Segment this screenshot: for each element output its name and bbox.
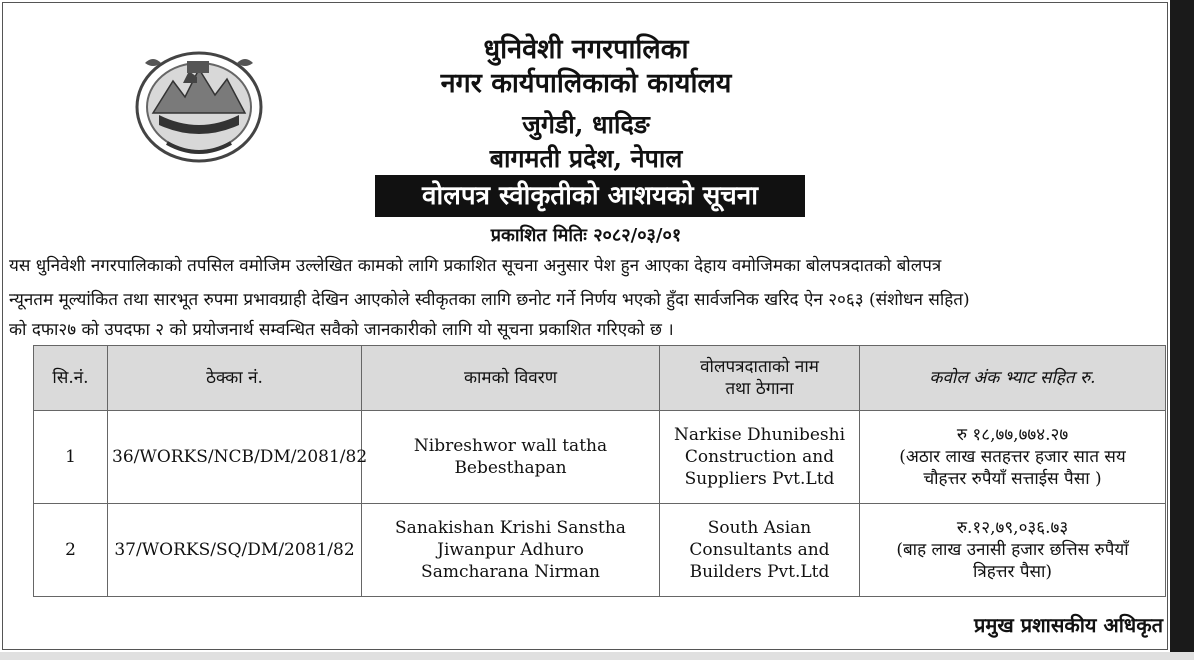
- header-bidder-line: वोलपत्रदाताको नाम: [700, 357, 819, 377]
- office-location: जुगेडी, धादिङ: [522, 110, 650, 139]
- table-row: [34, 411, 1166, 504]
- notice-paragraph-line: यस धुनिवेशी नगरपालिकाको तपसिल वमोजिम उल्लेखित कामको लागि प्रकाशित सूचना अनुसार पेश हुन आएका देहाय वमोजिमका बोलपत्रदातको बोलपत्र: [9, 256, 942, 276]
- table-row: [34, 504, 1166, 597]
- bidder-line: South Asian: [707, 518, 812, 538]
- header-amount: कवोल अंक भ्याट सहित रु.: [860, 346, 1166, 411]
- work-line: Samcharana Nirman: [421, 562, 600, 582]
- cell-contract: 36/WORKS/NCB/DM/2081/82: [108, 411, 362, 504]
- cell-bidder: [660, 504, 860, 597]
- province-country: बागमती प्रदेश, नेपाल: [489, 144, 683, 173]
- bidder-line: Construction and: [684, 447, 835, 467]
- notice-paragraph-line: को दफा२७ को उपदफा २ को प्रयोजनार्थ सम्वन्धित सवैको जानकारीको लागि यो सूचना प्रकाशित गरिएको छ ।: [9, 320, 674, 340]
- header-contract: ठेक्का नं.: [108, 346, 362, 411]
- bidder-line: Suppliers Pvt.Ltd: [684, 469, 835, 489]
- cell-amount: [860, 504, 1166, 597]
- amount-line: रु १८,७७,७७४.२७: [956, 425, 1069, 445]
- amount-line: त्रिहत्तर पैसा): [972, 562, 1053, 582]
- notice-paragraph-line: न्यूनतम मूल्यांकित तथा सारभूत रुपमा प्रभावग्राही देखिन आएकोले स्वीकृतका लागि छनोट गर्ने निर्णय भएको हुँदा सार्वजनिक खरिद ऐन २०६३ (संशोधन सहित): [9, 290, 970, 310]
- municipality-name: धुनिवेशी नगरपालिका: [483, 34, 689, 65]
- cell-work: [362, 504, 660, 597]
- notice-title: वोलपत्र स्वीकृतीको आशयको सूचना: [375, 175, 805, 217]
- bidder-line: Narkise Dhunibeshi: [673, 425, 846, 445]
- header-work: कामको विवरण: [362, 346, 660, 411]
- viewer-bottom-bar: [0, 652, 1194, 660]
- work-line: Sanakishan Krishi Sanstha: [395, 518, 626, 538]
- header-bidder: [660, 346, 860, 411]
- signatory-title: प्रमुख प्रशासकीय अधिकृत: [974, 613, 1163, 637]
- cell-amount: [860, 411, 1166, 504]
- amount-line: चौहत्तर रुपैयाँ सत्ताईस पैसा ): [923, 469, 1102, 489]
- cell-sn: 2: [34, 504, 108, 597]
- bidder-line: Builders Pvt.Ltd: [689, 562, 830, 582]
- viewer-side-bar: [1170, 0, 1194, 660]
- work-line: Nibreshwor wall tatha: [413, 436, 608, 456]
- published-date: प्रकाशित मितिः २०८२/०३/०१: [490, 225, 682, 246]
- cell-bidder: [660, 411, 860, 504]
- amount-line: (बाह लाख उनासी हजार छत्तिस रुपैयाँ: [896, 540, 1129, 560]
- cell-contract: 37/WORKS/SQ/DM/2081/82: [108, 504, 362, 597]
- table-header-row: [34, 346, 1166, 411]
- office-name: नगर कार्यपालिकाको कार्यालय: [440, 68, 732, 99]
- notice-document: [2, 2, 1168, 650]
- header-sn: सि.नं.: [34, 346, 108, 411]
- work-line: Bebesthapan: [454, 458, 567, 478]
- bid-table: [33, 345, 1166, 597]
- bidder-line: Consultants and: [689, 540, 830, 560]
- cell-work: [362, 411, 660, 504]
- work-line: Jiwanpur Adhuro: [437, 540, 584, 560]
- header-bidder-line: तथा ठेगाना: [725, 379, 794, 399]
- amount-line: (अठार लाख सतहत्तर हजार सात सय: [899, 447, 1126, 467]
- cell-sn: 1: [34, 411, 108, 504]
- amount-line: रु.१२,७९,०३६.७३: [956, 518, 1069, 538]
